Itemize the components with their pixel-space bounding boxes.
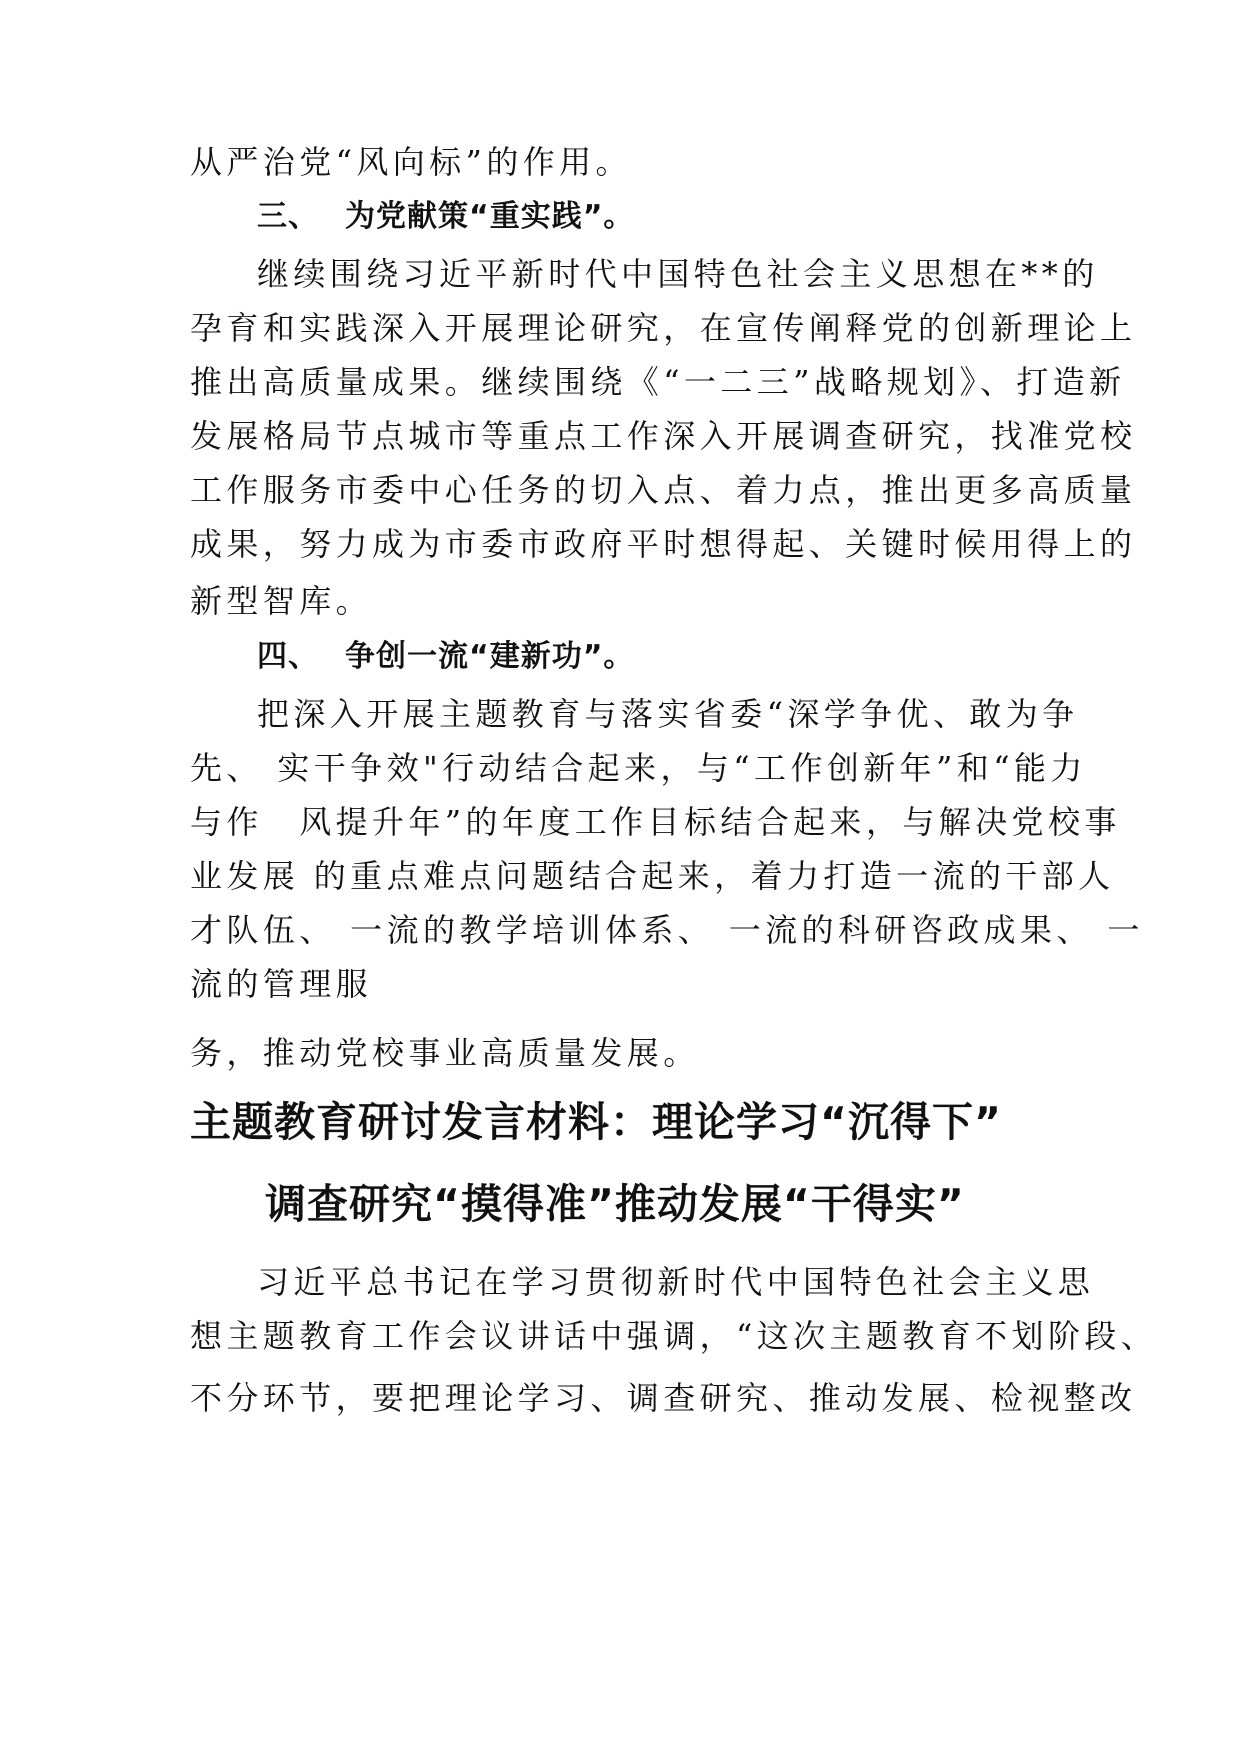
paragraph-line: 先、 实干争效"行动结合起来，与“工作创新年”和“能力: [190, 749, 1087, 787]
paragraph-line: 业发展 的重点难点问题结合起来，着力打造一流的干部人: [190, 857, 1115, 895]
paragraph-line: 工作服务市委中心任务的切入点、着力点，推出更多高质量: [190, 471, 1137, 509]
paragraph-line: 把深入开展主题教育与落实省委“深学争优、敢为争: [257, 695, 1079, 733]
paragraph-line: 想主题教育工作会议讲话中强调，“这次主题教育不划阶段、: [190, 1317, 1158, 1355]
section-heading-text: 争创一流“建新功”。: [345, 639, 635, 674]
paragraph-line: 与作 风提升年”的年度工作目标结合起来，与解决党校事: [190, 803, 1121, 841]
paragraph-line: 不分环节，要把理论学习、调查研究、推动发展、检视整改: [190, 1379, 1137, 1417]
section-heading-text: 为党献策“重实践”。: [345, 199, 635, 234]
paragraph-line: 才队伍、 一流的教学培训体系、 一流的科研咨政成果、 一: [190, 911, 1144, 949]
section-heading-4: [257, 637, 634, 677]
paragraph-line: 从严治党“风向标”的作用。: [190, 143, 632, 181]
paragraph-line: 孕育和实践深入开展理论研究，在宣传阐释党的创新理论上: [190, 309, 1137, 347]
paragraph-line: 务，推动党校事业高质量发展。: [190, 1034, 700, 1072]
article-title-line-1: 主题教育研讨发言材料：理论学习“沉得下”: [190, 1098, 1002, 1146]
section-number: 三、: [257, 199, 319, 234]
paragraph-line: 习近平总书记在学习贯彻新时代中国特色社会主义思: [257, 1263, 1095, 1301]
paragraph-line: 推出高质量成果。继续围绕《“一二三”战略规划》、打造新: [190, 363, 1126, 401]
section-heading-3: [257, 197, 634, 237]
paragraph-line: 成果，努力成为市委市政府平时想得起、关键时候用得上的: [190, 525, 1137, 563]
paragraph-line: 发展格局节点城市等重点工作深入开展调查研究，找准党校: [190, 417, 1137, 455]
paragraph-line: 新型智库。: [190, 582, 373, 620]
paragraph-line: 继续围绕习近平新时代中国特色社会主义思想在**的: [257, 255, 1099, 293]
section-number: 四、: [257, 639, 319, 674]
paragraph-line: 流的管理服: [190, 965, 373, 1003]
article-title-line-2: 调查研究“摸得准”推动发展“干得实”: [265, 1180, 965, 1228]
